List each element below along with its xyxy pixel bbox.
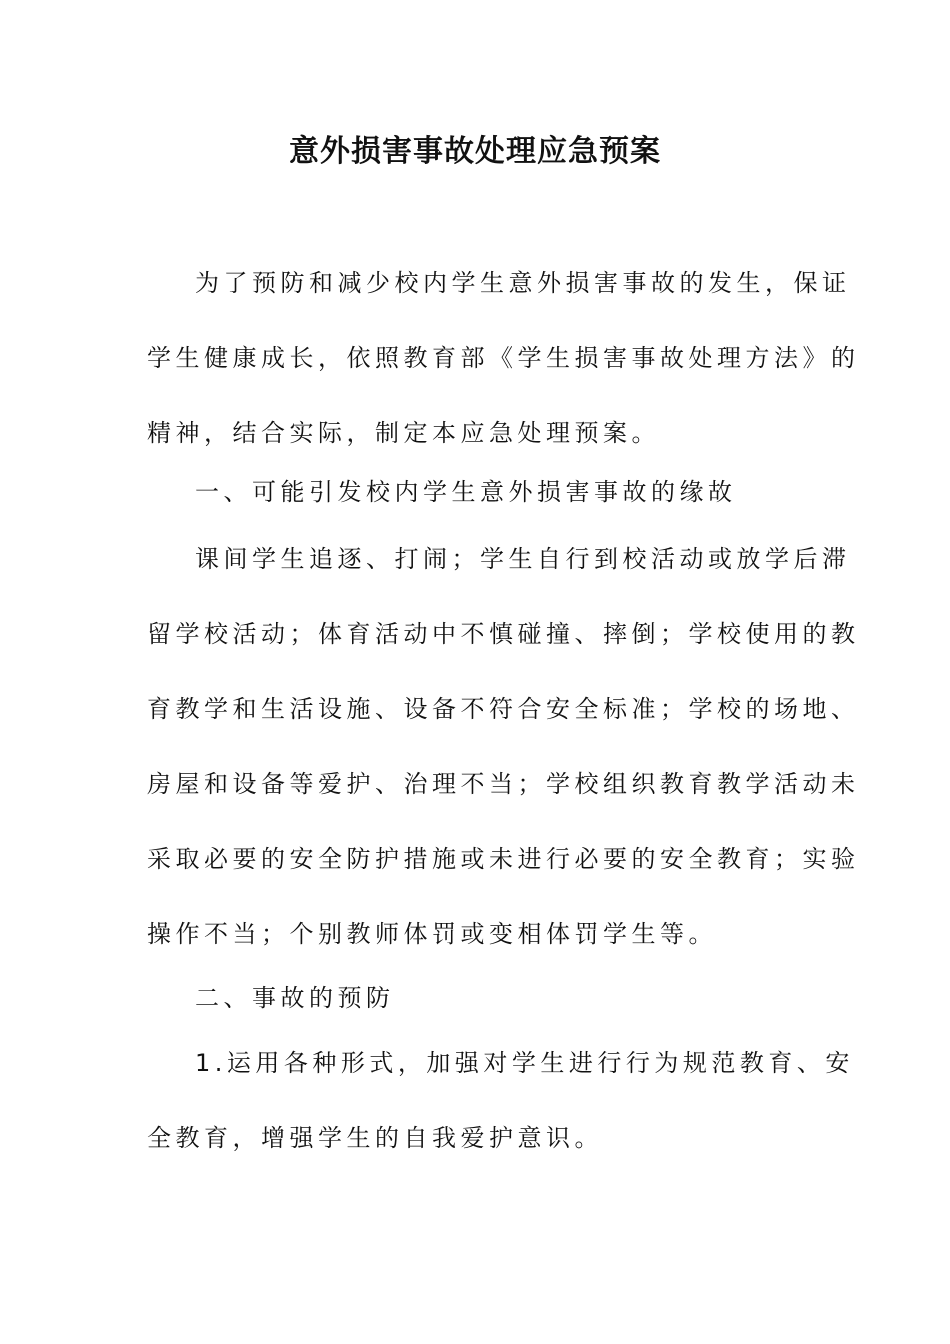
paragraph-line: 操作不当；个别教师体罚或变相体罚学生等。 (147, 920, 717, 948)
paragraph-line: 精神，结合实际，制定本应急处理预案。 (147, 419, 660, 447)
section-heading-causes (147, 461, 807, 523)
paragraph-line: 留学校活动；体育活动中不慎碰撞、摔倒；学校使用的教 (147, 620, 860, 648)
document-title: 意外损害事故处理应急预案 (289, 134, 661, 169)
paragraph-line: 房屋和设备等爱护、治理不当；学校组织教育教学活动未 (147, 770, 860, 798)
paragraph-prevention-item-1 (147, 1026, 854, 1176)
paragraph-line: 学生健康成长，依照教育部《学生损害事故处理方法》的 (147, 344, 860, 372)
section-heading-text: 二、事故的预防 (195, 984, 395, 1012)
paragraph-line: 育教学和生活设施、设备不符合安全标准；学校的场地、 (147, 695, 860, 723)
paragraph-causes (147, 522, 860, 972)
paragraph-line: 采取必要的安全防护措施或未进行必要的安全教育；实验 (147, 845, 860, 873)
section-heading-text: 一、可能引发校内学生意外损害事故的缘故 (195, 478, 737, 506)
paragraph-line: 全教育，增强学生的自我爱护意识。 (147, 1124, 603, 1152)
paragraph-intro (147, 246, 860, 471)
paragraph-line: 为了预防和减少校内学生意外损害事故的发生，保证 (195, 269, 851, 297)
paragraph-line: 1.运用各种形式，加强对学生进行行为规范教育、安 (195, 1049, 854, 1077)
section-heading-prevention (147, 967, 807, 1029)
paragraph-line: 课间学生追逐、打闹；学生自行到校活动或放学后滞 (195, 545, 851, 573)
